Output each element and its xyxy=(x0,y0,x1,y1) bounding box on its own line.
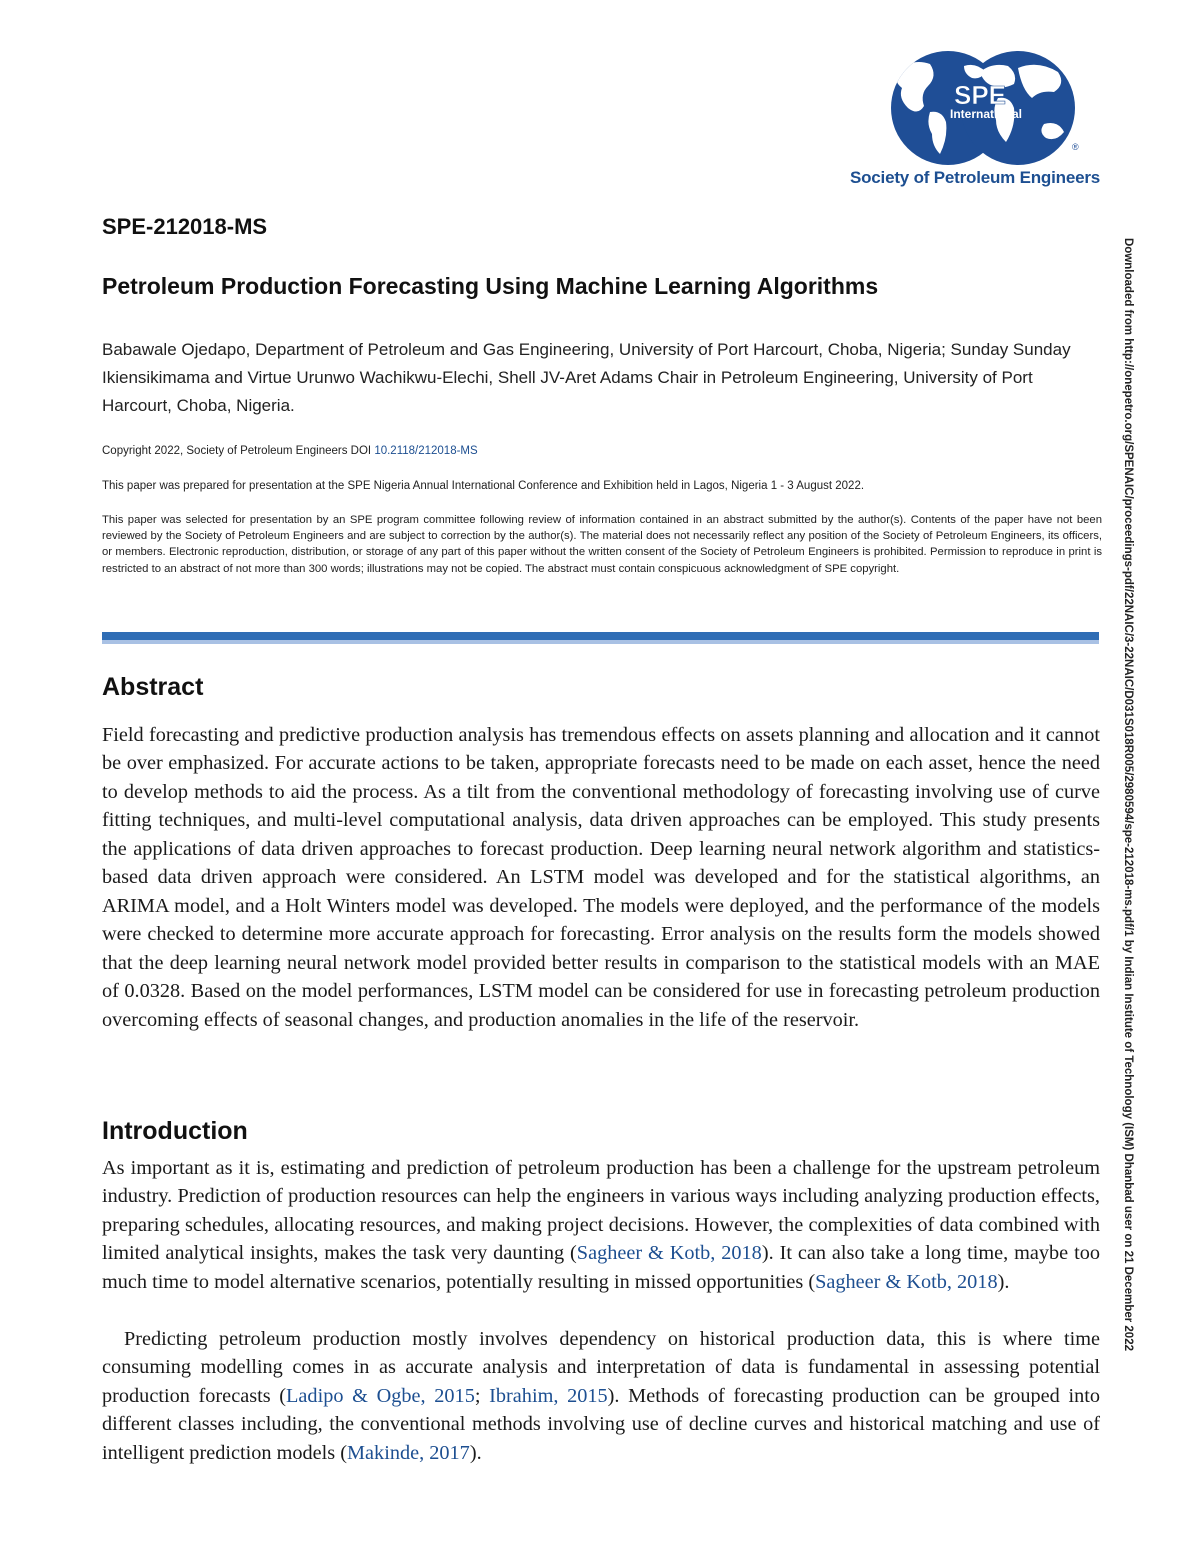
logo-text: SPE xyxy=(953,80,1007,110)
doi-link[interactable]: 10.2118/212018-MS xyxy=(374,445,478,457)
citation-link[interactable]: Ladipo & Ogbe, 2015 xyxy=(286,1384,475,1407)
copyright-line xyxy=(102,445,1102,457)
presentation-note: This paper was prepared for presentation at the SPE Nigeria Annual International Conference and Exhibition held in Lagos, Nigeria 1 - 3 August 2022. xyxy=(102,480,865,492)
svg-text:®: ® xyxy=(1072,142,1079,152)
text-span: Predicting petroleum production mostly involves dependency on historical production data, this is where time consuming modelling comes in as accurate analysis and interpretation of data is fundamental in assessing potential production forecasts ( xyxy=(102,1328,1100,1407)
introduction-paragraph-2 xyxy=(102,1325,1100,1467)
text-span: As important as it is, estimating and prediction of petroleum production has been a challenge for the upstream petroleum industry. Prediction of production resources can help the engineers in various ways including analyzing production effects, preparing schedules, allocating resources, and making project decisions. However, the complexities of data combined with limited analytical insights, makes the task very daunting ( xyxy=(102,1157,1100,1265)
text-span: ). It can also take a long time, maybe too much time to model alternative scenarios, potentially resulting in missed opportunities ( xyxy=(102,1242,1100,1293)
globe-icon xyxy=(868,50,1096,168)
paper-title: Petroleum Production Forecasting Using Machine Learning Algorithms xyxy=(102,273,879,299)
text-span: ). xyxy=(469,1441,482,1464)
citation-link[interactable]: Sagheer & Kotb, 2018 xyxy=(576,1242,762,1265)
abstract-heading: Abstract xyxy=(102,673,204,701)
download-watermark: Downloaded from http://onepetro.org/SPENAIC/proceedings-pdf/22NAIC/3-22NAIC/D031S018R005/2980594/spe-212018-ms.pdf/1 by Indian Institute of Technology (ISM) Dhanbad user on 21 December 2022 xyxy=(1122,238,1134,1351)
text-span: ). Methods of forecasting production can be grouped into different classes including, the conventional methods involving use of decline curves and historical matching and use of intelligent prediction models ( xyxy=(102,1384,1100,1464)
copyright-text: Copyright 2022, Society of Petroleum Engineers DOI xyxy=(102,445,375,457)
text-span: ; xyxy=(474,1384,490,1407)
authors: Babawale Ojedapo, Department of Petroleum and Gas Engineering, University of Port Harcourt, Choba, Nigeria; Sunday Sunday Ikiensikimama and Virtue Urunwo Wachikwu-Elechi, Shell JV-Aret Adams Chair in Petroleum Engineering, University of Port Harcourt, Choba, Nigeria. xyxy=(102,340,1071,415)
society-name: Society of Petroleum Engineers xyxy=(849,168,1100,187)
introduction-paragraph-1 xyxy=(102,1154,1100,1296)
paper-id: SPE-212018-MS xyxy=(102,214,268,239)
section-divider xyxy=(102,632,1099,644)
logo-subtext: International xyxy=(949,107,1023,121)
citation-link[interactable]: Makinde, 2017 xyxy=(347,1441,470,1464)
introduction-heading: Introduction xyxy=(102,1117,248,1145)
citation-link[interactable]: Sagheer & Kotb, 2018 xyxy=(815,1270,998,1293)
copyright-notice: This paper was selected for presentation by an SPE program committee following review of information contained in an abstract submitted by the author(s). Contents of the paper have not been reviewed by the Society of Petroleum Engineers and are subject to correction by the author(s). The material does not necessarily reflect any position of the Society of Petroleum Engineers, its officers, or members. Electronic reproduction, distribution, or storage of any part of this paper without the written consent of the Society of Petroleum Engineers is prohibited. Permission to reproduce in print is restricted to an abstract of not more than 300 words; illustrations may not be copied. The abstract must contain conspicuous acknowledgment of SPE copyright. xyxy=(102,514,1102,575)
abstract-paragraph: Field forecasting and predictive production analysis has tremendous effects on assets planning and allocation and it cannot be over emphasized. For accurate actions to be taken, appropriate forecasts need to be made on each asset, hence the need to develop methods to aid the process. As a tilt from the conventional methodology of forecasting involving use of curve fitting techniques, and multi-level computational analysis, data driven approaches can be employed. This study presents the applications of data driven approaches to forecast production. Deep learning neural network algorithm and statistics- based data driven approach were considered. An LSTM model was developed and for the statistical algorithms, an ARIMA model, and a Holt Winters model was developed. The models were deployed, and the performance of the models were checked to determine more accurate approach for forecasting. Error analysis on the results form the models showed that the deep learning neural network model provided better results in comparison to the statistical models with an MAE of 0.0328. Based on the model performances, LSTM model can be considered for use in forecasting petroleum production overcoming effects of seasonal changes, and production anomalies in the life of the reservoir. xyxy=(102,724,1100,1031)
text-span: ). xyxy=(997,1270,1010,1293)
spe-logo xyxy=(838,50,1100,192)
citation-link[interactable]: Ibrahim, 2015 xyxy=(489,1384,608,1407)
